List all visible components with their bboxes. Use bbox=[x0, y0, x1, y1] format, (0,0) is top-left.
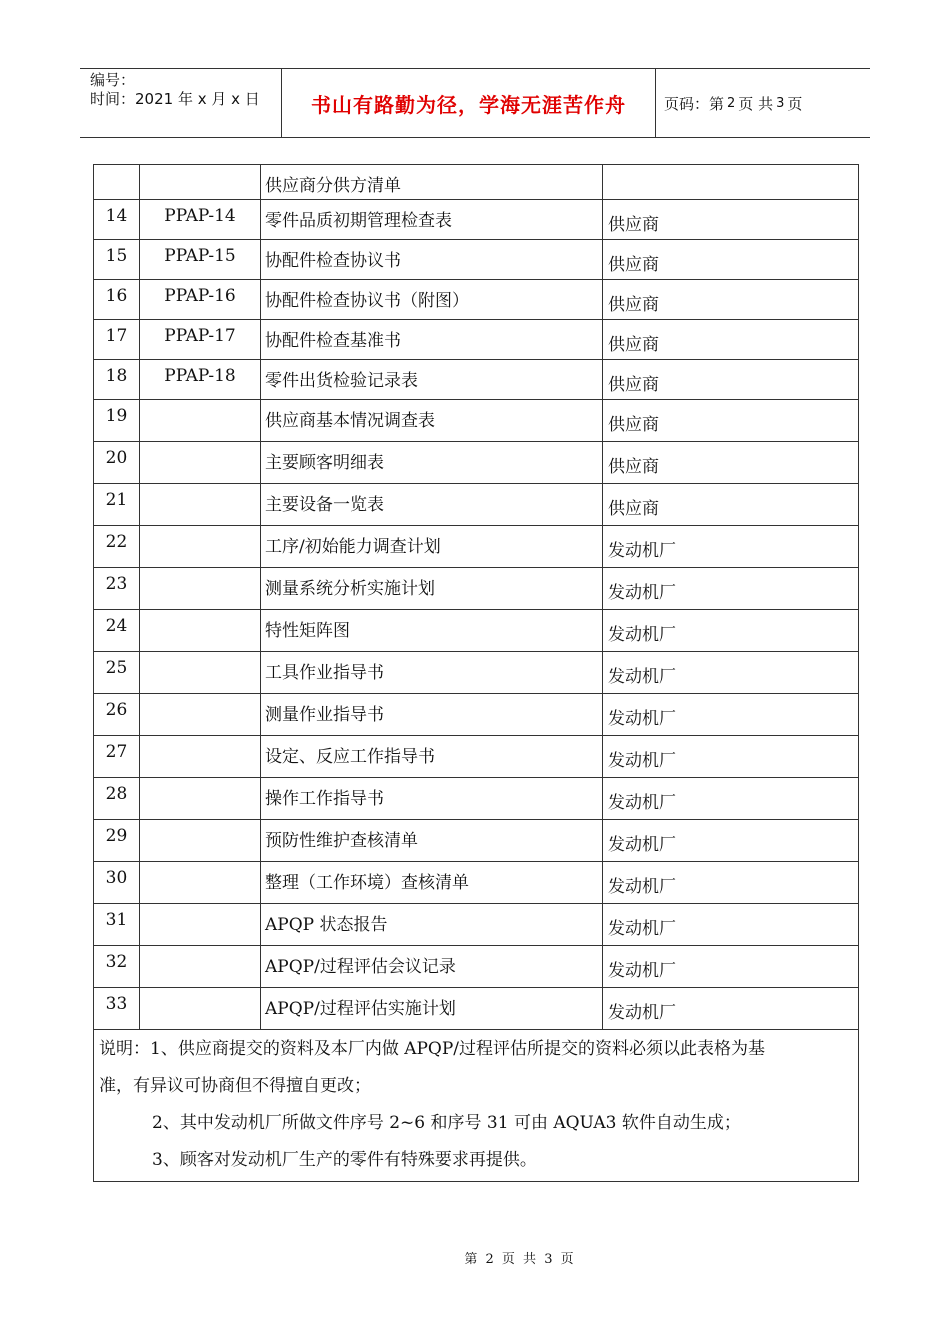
row-responsible: 供应商 bbox=[603, 280, 859, 320]
row-code: PPAP-15 bbox=[140, 240, 261, 280]
table-row bbox=[94, 694, 859, 736]
row-code bbox=[140, 820, 261, 862]
document-list-table bbox=[93, 164, 859, 1182]
row-number: 33 bbox=[94, 988, 140, 1030]
row-responsible: 发动机厂 bbox=[603, 904, 859, 946]
table-row bbox=[94, 652, 859, 694]
note-line-4: 3、顾客对发动机厂生产的零件有特殊要求再提供。 bbox=[152, 1150, 537, 1170]
row-number: 18 bbox=[94, 360, 140, 400]
row-code bbox=[140, 442, 261, 484]
table-row bbox=[94, 165, 859, 200]
row-code bbox=[140, 778, 261, 820]
row-number: 28 bbox=[94, 778, 140, 820]
row-responsible: 发动机厂 bbox=[603, 526, 859, 568]
page-current: 2 bbox=[727, 95, 736, 111]
row-document-name: 测量系统分析实施计划 bbox=[261, 568, 603, 610]
row-responsible: 供应商 bbox=[603, 360, 859, 400]
row-code: PPAP-17 bbox=[140, 320, 261, 360]
row-document-name: APQP/过程评估实施计划 bbox=[261, 988, 603, 1030]
row-code bbox=[140, 400, 261, 442]
table-row bbox=[94, 484, 859, 526]
table-row bbox=[94, 442, 859, 484]
row-document-name: 零件品质初期管理检查表 bbox=[261, 200, 603, 240]
row-responsible: 发动机厂 bbox=[603, 988, 859, 1030]
row-number: 25 bbox=[94, 652, 140, 694]
row-responsible: 发动机厂 bbox=[603, 946, 859, 988]
row-number: 32 bbox=[94, 946, 140, 988]
row-code bbox=[140, 946, 261, 988]
row-code bbox=[140, 904, 261, 946]
row-code bbox=[140, 736, 261, 778]
row-document-name: 工具作业指导书 bbox=[261, 652, 603, 694]
row-responsible: 发动机厂 bbox=[603, 568, 859, 610]
row-responsible: 发动机厂 bbox=[603, 820, 859, 862]
note-cell bbox=[94, 1030, 859, 1182]
note-line-2: 准，有异议可协商但不得擅自更改； bbox=[99, 1076, 371, 1096]
row-number: 17 bbox=[94, 320, 140, 360]
row-responsible: 发动机厂 bbox=[603, 694, 859, 736]
header-page-number bbox=[655, 69, 870, 137]
table-row bbox=[94, 526, 859, 568]
row-document-name: 协配件检查协议书（附图） bbox=[261, 280, 603, 320]
header-number-label: 编号： bbox=[90, 71, 136, 89]
page-suffix: 页 bbox=[787, 94, 803, 113]
table-row bbox=[94, 904, 859, 946]
row-document-name: 供应商分供方清单 bbox=[261, 165, 603, 200]
row-code: PPAP-16 bbox=[140, 280, 261, 320]
table-row bbox=[94, 200, 859, 240]
row-number: 29 bbox=[94, 820, 140, 862]
row-code bbox=[140, 694, 261, 736]
row-code bbox=[140, 610, 261, 652]
row-document-name: APQP 状态报告 bbox=[261, 904, 603, 946]
row-document-name: 供应商基本情况调查表 bbox=[261, 400, 603, 442]
row-responsible: 供应商 bbox=[603, 400, 859, 442]
row-document-name: 主要顾客明细表 bbox=[261, 442, 603, 484]
table-row bbox=[94, 820, 859, 862]
table-row bbox=[94, 320, 859, 360]
row-document-name: 设定、反应工作指导书 bbox=[261, 736, 603, 778]
table-row bbox=[94, 280, 859, 320]
row-number: 16 bbox=[94, 280, 140, 320]
row-code bbox=[140, 526, 261, 568]
row-responsible: 供应商 bbox=[603, 320, 859, 360]
row-document-name: 主要设备一览表 bbox=[261, 484, 603, 526]
row-number: 20 bbox=[94, 442, 140, 484]
row-document-name: APQP/过程评估会议记录 bbox=[261, 946, 603, 988]
row-responsible: 供应商 bbox=[603, 200, 859, 240]
page-header bbox=[80, 68, 870, 138]
table-row bbox=[94, 946, 859, 988]
row-code bbox=[140, 988, 261, 1030]
row-document-name: 操作工作指导书 bbox=[261, 778, 603, 820]
row-responsible: 供应商 bbox=[603, 240, 859, 280]
row-document-name: 特性矩阵图 bbox=[261, 610, 603, 652]
page-prefix: 页码：第 bbox=[664, 94, 725, 113]
row-document-name: 协配件检查基准书 bbox=[261, 320, 603, 360]
row-responsible: 发动机厂 bbox=[603, 652, 859, 694]
row-responsible: 发动机厂 bbox=[603, 862, 859, 904]
row-document-name: 零件出货检验记录表 bbox=[261, 360, 603, 400]
row-responsible: 发动机厂 bbox=[603, 610, 859, 652]
header-motto: 书山有路勤为径，学海无涯苦作舟 bbox=[282, 69, 656, 137]
row-document-name: 测量作业指导书 bbox=[261, 694, 603, 736]
row-document-name: 工序/初始能力调查计划 bbox=[261, 526, 603, 568]
row-document-name: 协配件检查协议书 bbox=[261, 240, 603, 280]
row-number: 30 bbox=[94, 862, 140, 904]
row-code: PPAP-14 bbox=[140, 200, 261, 240]
page-total: 3 bbox=[776, 95, 785, 111]
row-code bbox=[140, 484, 261, 526]
row-responsible bbox=[603, 165, 859, 200]
row-number: 19 bbox=[94, 400, 140, 442]
table-row bbox=[94, 360, 859, 400]
table-row bbox=[94, 400, 859, 442]
table-row bbox=[94, 240, 859, 280]
row-document-name: 预防性维护查核清单 bbox=[261, 820, 603, 862]
row-responsible: 供应商 bbox=[603, 484, 859, 526]
note-line-3: 2、其中发动机厂所做文件序号 2~6 和序号 31 可由 AQUA3 软件自动生成； bbox=[152, 1113, 741, 1133]
row-number: 22 bbox=[94, 526, 140, 568]
row-number: 15 bbox=[94, 240, 140, 280]
table-row bbox=[94, 736, 859, 778]
table-row bbox=[94, 568, 859, 610]
row-code bbox=[140, 568, 261, 610]
note-row bbox=[94, 1030, 859, 1182]
row-code bbox=[140, 862, 261, 904]
table-row bbox=[94, 610, 859, 652]
row-responsible: 发动机厂 bbox=[603, 778, 859, 820]
header-meta bbox=[80, 69, 282, 137]
note-line-1: 说明：1、供应商提交的资料及本厂内做 APQP/过程评估所提交的资料必须以此表格为基 bbox=[99, 1039, 766, 1059]
header-time-label: 时间：2021 年 x 月 x 日 bbox=[90, 90, 260, 108]
table-row bbox=[94, 778, 859, 820]
page-mid: 页 共 bbox=[738, 94, 774, 113]
row-number: 31 bbox=[94, 904, 140, 946]
row-code: PPAP-18 bbox=[140, 360, 261, 400]
row-responsible: 发动机厂 bbox=[603, 736, 859, 778]
row-number: 26 bbox=[94, 694, 140, 736]
row-number: 14 bbox=[94, 200, 140, 240]
row-number: 23 bbox=[94, 568, 140, 610]
row-number: 21 bbox=[94, 484, 140, 526]
row-document-name: 整理（工作环境）查核清单 bbox=[261, 862, 603, 904]
table-row bbox=[94, 988, 859, 1030]
page-footer: 第 2 页 共 3 页 bbox=[464, 1252, 576, 1267]
row-responsible: 供应商 bbox=[603, 442, 859, 484]
table-row bbox=[94, 862, 859, 904]
row-code bbox=[140, 165, 261, 200]
row-number bbox=[94, 165, 140, 200]
row-number: 27 bbox=[94, 736, 140, 778]
row-code bbox=[140, 652, 261, 694]
row-number: 24 bbox=[94, 610, 140, 652]
